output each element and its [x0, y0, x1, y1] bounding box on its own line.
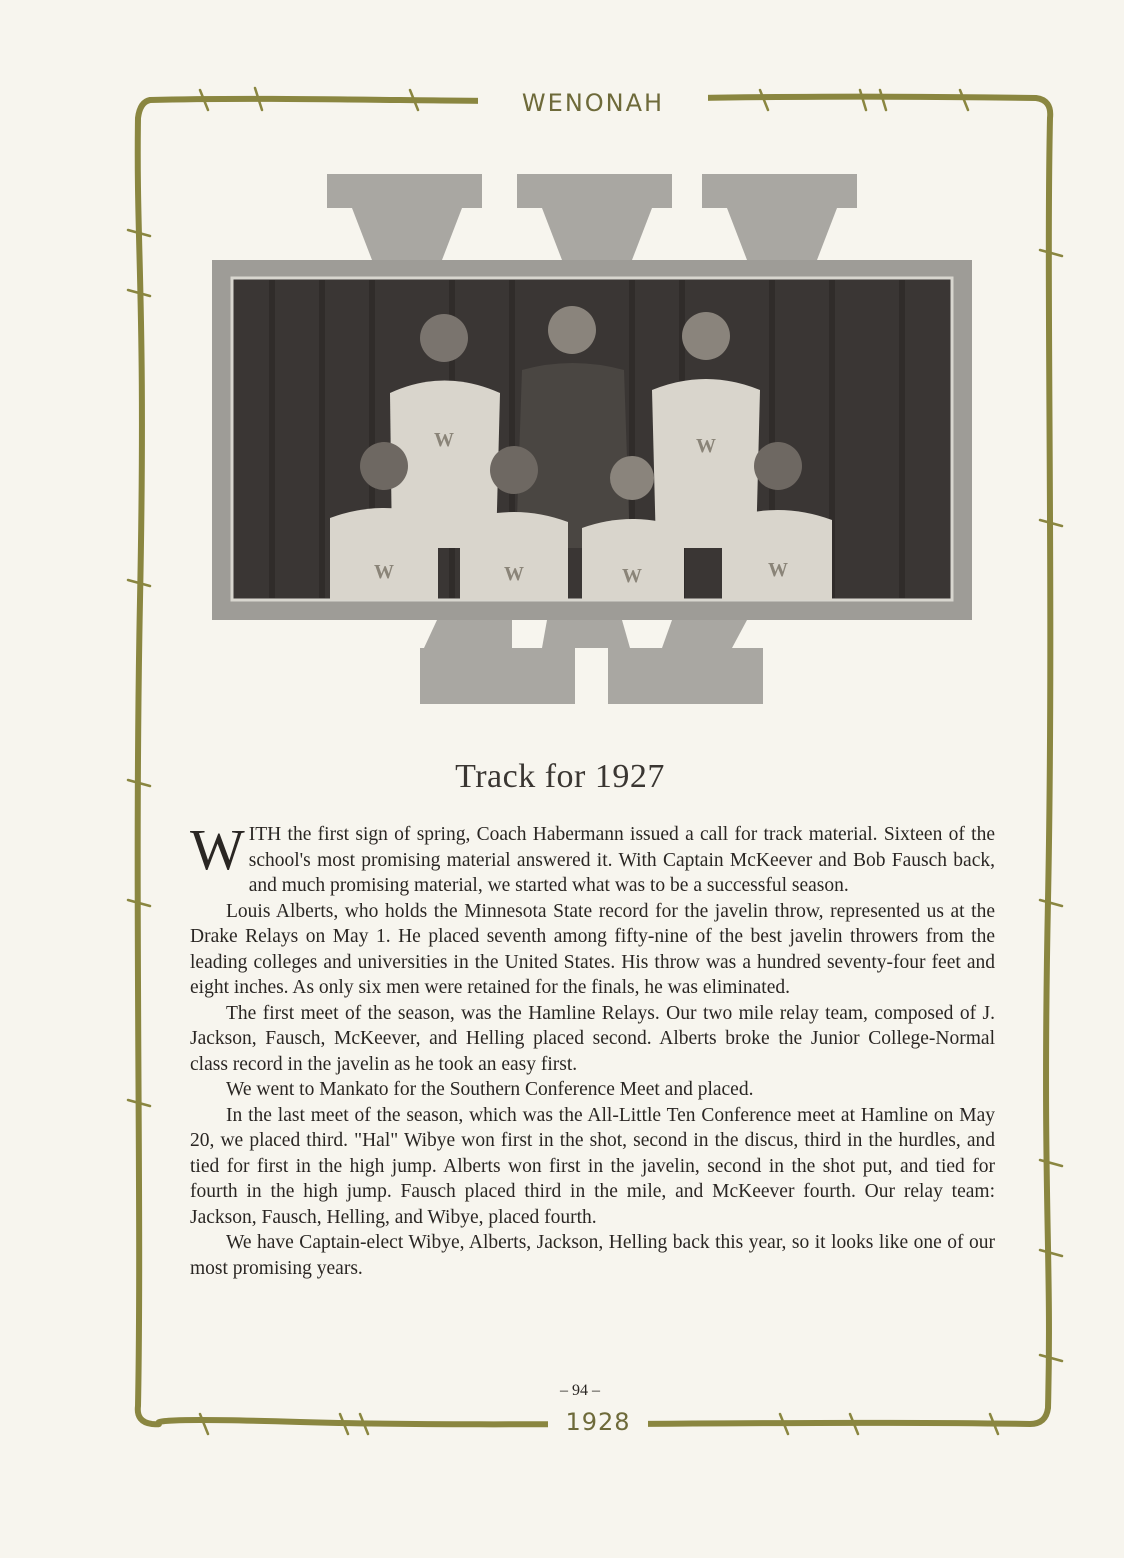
- yearbook-title-header: WENONAH: [478, 86, 708, 120]
- svg-text:W: W: [696, 435, 716, 457]
- footer-year: 1928: [548, 1406, 648, 1438]
- article-body: [190, 817, 995, 1281]
- article-paragraph: We have Captain-elect Wibye, Alberts, Jackson, Helling back this year, so it looks like one of our most promising years.: [190, 1232, 995, 1279]
- team-photo-emblem: [212, 168, 972, 708]
- article-title: Track for 1927: [455, 758, 665, 795]
- article-paragraph: The first meet of the season, was the Hamline Relays. Our two mile relay team, composed of J. Jackson, Fausch, McKeever, and Helling placed second. Alberts broke the Junior College-Normal class record in the javelin as he took an easy first.: [190, 1002, 995, 1075]
- article-paragraph: Louis Alberts, who holds the Minnesota State record for the javelin throw, represented us at the Drake Relays on May 1. He placed seventh among fifty-nine of the best javelin throwers from the leading colleges and universities in the United States. His throw was a hundred seventy-four feet and eight inches. As only six men were retained for the finals, he was eliminated.: [190, 900, 995, 998]
- drop-cap: W: [190, 817, 245, 882]
- article-paragraph: In the last meet of the season, which was the All-Little Ten Conference meet at Hamline on May 20, we placed third. "Hal" Wibye won first in the shot, second in the discus, third in the hurdles, and tied for first in the high jump. Alberts won first in the javelin, second in the shot put, and tied for fourth in the high jump. Fausch placed third in the mile, and McKeever fourth. Our relay team: Jackson, Fausch, Helling, and Wibye, placed fourth.: [190, 1104, 995, 1228]
- page-number: – 94 –: [560, 1382, 600, 1399]
- svg-text:W: W: [374, 561, 394, 583]
- svg-text:W: W: [504, 563, 524, 585]
- article-paragraph-1: [190, 817, 995, 899]
- paragraph-1-text: ITH the first sign of spring, Coach Habermann issued a call for track material. Sixteen of the school's most promising material answered it. With Captain McKeever and Bob Fausch back, and much promising material, we started what was to be a successful season.: [248, 824, 995, 896]
- article-paragraph: We went to Mankato for the Southern Conference Meet and placed.: [226, 1079, 754, 1100]
- svg-text:W: W: [622, 565, 642, 587]
- svg-text:W: W: [768, 559, 788, 581]
- svg-text:W: W: [434, 429, 454, 451]
